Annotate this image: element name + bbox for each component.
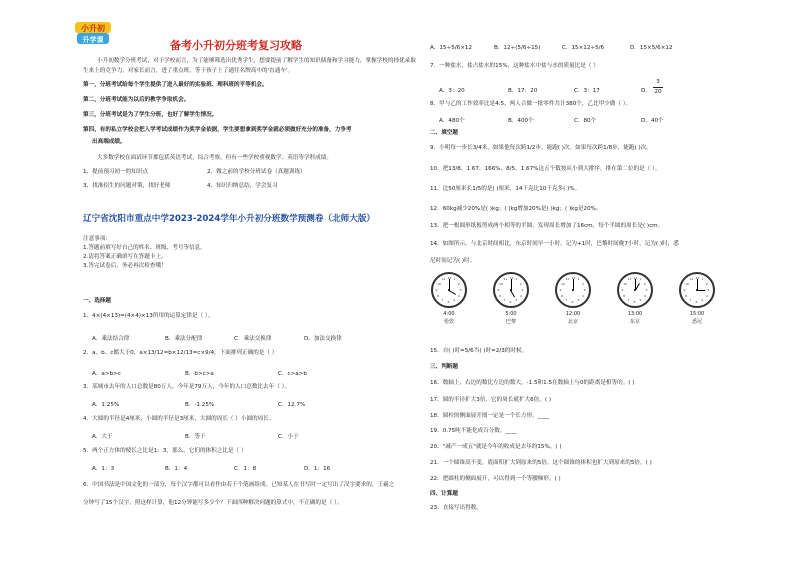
clock-numeral: 6 xyxy=(695,299,698,304)
q5-option-b: B．1：4 xyxy=(165,466,188,472)
clock-numeral: 2 xyxy=(519,281,522,286)
q7-option-c: C．3：17 xyxy=(574,88,600,94)
question-21: 21．一个圆锥高不变，底面积扩大到原来的5倍，这个圆锥的体积也扩大到原来的5倍。( ) xyxy=(430,460,652,466)
q2-option-b: B．b>c>a xyxy=(185,371,214,377)
q7-option-d-denominator: 20 xyxy=(654,89,662,95)
question-8: 8．甲与乙的工作效率比是4:5，两人合做一批零件共计380个，乙比甲少做（ ）。 xyxy=(430,101,632,107)
clock-numeral: 6 xyxy=(633,299,636,304)
guide-tip-1: 1、提前预习初一的知识点 xyxy=(83,169,149,175)
hour-hand xyxy=(697,290,705,291)
clock-numeral: 9 xyxy=(683,287,686,292)
clock-numeral: 2 xyxy=(643,281,646,286)
clock-time-label: 5:00 xyxy=(505,311,517,317)
clock-center xyxy=(572,289,574,291)
clock-numeral: 6 xyxy=(447,299,450,304)
clock-numeral: 9 xyxy=(559,287,562,292)
question-3: 3．某城市去年的人口总数是80万人，今年是79万人，今年的人口总数比去年（ ）。 xyxy=(83,384,290,390)
clock-numeral: 8 xyxy=(623,293,626,298)
question-19: 19．0.75吨不能化成百分数。____ xyxy=(430,428,517,434)
clock-伦敦 xyxy=(431,272,467,308)
clock-numeral: 8 xyxy=(685,293,688,298)
q1-option-a: A．乘法结合律 xyxy=(92,336,130,342)
clock-numeral: 1 xyxy=(639,277,642,282)
clock-center xyxy=(448,289,450,291)
clock-numeral: 10 xyxy=(437,281,441,286)
q8-option-d: D．40个 xyxy=(641,118,664,124)
clock-numeral: 1 xyxy=(701,277,704,282)
question-10: 10．把13/8、1.67、166%、8/5、1.67%这五个数按从小到大排序，排在第二位的是（ ）。 xyxy=(430,166,661,172)
guide-point-2: 第二，分班考试能为以后的教学争取机会。 xyxy=(83,97,190,103)
clock-numeral: 5 xyxy=(453,297,456,302)
question-1: 1．4×(4×13)=(4×4)×13所用的运算定律是（ ）。 xyxy=(83,313,214,319)
question-17: 17．圆的半径扩大3倍，它的周长就扩大6倍。( ) xyxy=(430,397,552,403)
q7-option-b: B．17：20 xyxy=(508,88,538,94)
q7-option-d-label: D． xyxy=(641,88,651,94)
clock-numeral: 2 xyxy=(581,281,584,286)
question-15: 15．自( )时=5/6当( )时=2/3的时候。 xyxy=(430,348,528,354)
guide-point-3: 第三，分班考试是为了学生分班，也好了解学生情况。 xyxy=(83,112,218,118)
clock-center xyxy=(510,289,512,291)
clock-numeral: 10 xyxy=(623,281,627,286)
notes-heading: 注意事项： xyxy=(83,236,111,242)
clock-numeral: 3 xyxy=(583,287,586,292)
question-13: 13．把一根圆形纸板剪成两个相等的半圆，发现周长增加了16cm，每个半圆的周长是( )cm。 xyxy=(430,223,664,229)
clock-city-label: 北京 xyxy=(567,319,578,325)
clock-numeral: 11 xyxy=(503,277,508,282)
clock-time-label: 13:00 xyxy=(627,311,643,317)
question-14a: 14．如图所示，与北京时间相比，东京时间早一小时，记为+1时，巴黎时间晚7小时，记为( )时，悉 xyxy=(430,241,679,247)
q6-option-d: D．15×5/6×12 xyxy=(630,45,673,51)
clock-numeral: 10 xyxy=(561,281,565,286)
note-2: 2.请将答案正确填写在答题卡上。 xyxy=(83,254,167,260)
q5-option-d: D．1：16 xyxy=(304,466,331,472)
clock-numeral: 11 xyxy=(627,277,632,282)
clock-numeral: 6 xyxy=(571,299,574,304)
hour-hand xyxy=(510,290,515,298)
q4-option-b: B．等于 xyxy=(185,434,206,440)
q8-option-b: B．400个 xyxy=(508,118,534,124)
q7-fraction-bar xyxy=(653,87,663,88)
section-calc: 四、计算题 xyxy=(430,491,458,497)
logo-graphic xyxy=(74,20,112,46)
q5-option-c: C．1：8 xyxy=(234,466,257,472)
note-3: 3.答完试卷后，务必再次检查哦！ xyxy=(83,263,167,269)
question-6a: 6．中国书法是中国文化的一部分，每个汉字都可以看作由若干个笔画组成。已知某人在书写时一定写出了汉字要求的，王羲之 xyxy=(83,482,395,488)
guide-point-1: 第一，分班考试给每个学生提供了进入最好的实验班、理科班的平等机会。 xyxy=(83,82,268,88)
brand-logo xyxy=(74,20,112,46)
clock-time-label: 12:00 xyxy=(565,311,581,317)
q6-option-a: A．15÷5/6×12 xyxy=(430,45,473,51)
clock-numeral: 8 xyxy=(437,293,440,298)
question-16: 16．数轴上，右边的数比左边的数大，-1.5和1.5在数轴上与0的距离是相等的。( ) xyxy=(430,380,635,386)
guide-tip-4: 4、知识归纳总结，学会复习 xyxy=(207,183,278,189)
q7-option-a: A．3：20 xyxy=(439,88,465,94)
clock-numeral: 3 xyxy=(707,287,710,292)
question-23: 23．直接写出得数。 xyxy=(430,505,482,511)
question-12: 12．60kg减少20%是( )kg；( )kg增加20%是( )kg；( )kg是20%。 xyxy=(430,206,602,212)
clock-time-label: 15:00 xyxy=(689,311,705,317)
clock-numeral: 4 xyxy=(457,293,460,298)
clock-numeral: 1 xyxy=(515,277,518,282)
section-choice: 一、选择题 xyxy=(83,298,111,304)
clock-numeral: 5 xyxy=(701,297,704,302)
clock-numeral: 8 xyxy=(499,293,502,298)
question-5: 5．两个正方体的棱长之比是1：3，那么，它们的体积之比是（ ） xyxy=(83,448,247,454)
q8-option-c: C．80个 xyxy=(574,118,597,124)
guide-point-4b: 出高端成绩。 xyxy=(92,139,126,145)
q3-option-a: A．1.25% xyxy=(92,402,120,408)
clock-numeral: 12 xyxy=(695,275,700,280)
question-7: 7．一种盐水，盐占盐水的15%，这种盐水中盐与水的质量比是（ ） xyxy=(430,63,599,69)
clock-city-label: 悉尼 xyxy=(691,319,702,325)
clock-city-label: 伦敦 xyxy=(443,319,454,325)
clock-numeral: 11 xyxy=(689,277,694,282)
question-6b: 分钟写了15个汉字，照这样计算，他12分钟能写多少个？下面四种解决问题的算式中，不正确的是（ ）。 xyxy=(83,500,343,506)
guide-point-5: 大多数学校在面试环节都包括英语考试，综合考察，但有一些学校重视数学、英语等学科成绩。 xyxy=(97,155,332,161)
svg-text:升学课: 升学课 xyxy=(82,36,104,44)
q1-option-d: D．加法交换律 xyxy=(304,336,342,342)
clock-numeral: 5 xyxy=(639,297,642,302)
clock-numeral: 7 xyxy=(689,297,692,302)
q3-option-b: B．-1.25% xyxy=(185,402,215,408)
question-22: 22．把圆柱的侧面展开，可以得到一个等腰梯形。( ) xyxy=(430,476,561,482)
guide-tip-2: 2、做之前的学校分班试卷（真题训练） xyxy=(207,169,306,175)
clock-center xyxy=(634,289,636,291)
guide-point-4a: 第四，有的私立学校会把入学考试成绩作为奖学金依据，学生要想拿到奖学金就必须做好充分的准备，力争考 xyxy=(83,127,352,133)
question-18: 18．圆柱的侧面展开图一定是一个长方形。____ xyxy=(430,413,549,419)
clock-numeral: 4 xyxy=(519,293,522,298)
guide-tip-3: 3、找准招生的问题对策，找好老师 xyxy=(83,183,171,189)
clock-巴黎 xyxy=(493,272,529,308)
clock-numeral: 12 xyxy=(571,275,576,280)
clock-numeral: 8 xyxy=(561,293,564,298)
clock-numeral: 10 xyxy=(685,281,689,286)
clock-numeral: 12 xyxy=(633,275,638,280)
clock-numeral: 4 xyxy=(643,293,646,298)
q4-option-a: A．大于 xyxy=(92,434,113,440)
clock-悉尼 xyxy=(679,272,715,308)
clock-time-label: 4:00 xyxy=(443,311,455,317)
clock-numeral: 3 xyxy=(645,287,648,292)
clock-numeral: 11 xyxy=(441,277,446,282)
note-1: 1.答题前填写好自己的姓名、班级、考号等信息。 xyxy=(83,245,206,251)
clock-numeral: 2 xyxy=(457,281,460,286)
clock-numeral: 3 xyxy=(459,287,462,292)
clock-numeral: 11 xyxy=(565,277,570,282)
clock-numeral: 9 xyxy=(497,287,500,292)
question-2: 2．a、b、c都大于0，a×13/12=b×12/13=c×9/4，下面排列正确的是（ ） xyxy=(83,350,278,356)
question-20: 20．"减产一成五"就是今年的收成是去年的15%。( ) xyxy=(430,444,562,450)
clock-numeral: 7 xyxy=(565,297,568,302)
clock-numeral: 9 xyxy=(435,287,438,292)
guide-title: 备考小升初分班考复习攻略 xyxy=(170,39,302,52)
clock-numeral: 2 xyxy=(705,281,708,286)
clock-东京 xyxy=(617,272,653,308)
q2-option-a: A．a>b>c xyxy=(92,371,121,377)
clock-numeral: 9 xyxy=(621,287,624,292)
clock-numeral: 5 xyxy=(577,297,580,302)
svg-text:小升初: 小升初 xyxy=(81,24,105,33)
q5-option-a: A．1：3 xyxy=(92,466,115,472)
section-fill: 二、填空题 xyxy=(430,130,458,136)
section-judge: 三、判断题 xyxy=(430,364,458,370)
clock-numeral: 7 xyxy=(503,297,506,302)
guide-intro-2: 生来上的竞争力。对家长而言，进了重点班，等于孩子上了通往名牌高中的'直通车'。 xyxy=(83,68,294,74)
clock-numeral: 5 xyxy=(515,297,518,302)
guide-intro-1: 小升初数学分班考试，对于学校而言，为了能够筛选出优秀学生，想要提前了解学生的知识储备和学习能力，掌握学校的择优录取 xyxy=(97,58,416,64)
clock-numeral: 1 xyxy=(577,277,580,282)
q3-option-c: C．12.7% xyxy=(278,402,306,408)
clock-numeral: 7 xyxy=(441,297,444,302)
question-4: 4．大圆的半径是4厘米，小圆的半径是3厘米，大圆的周长（ ）小圆的周长。 xyxy=(83,416,275,422)
clock-numeral: 10 xyxy=(499,281,503,286)
clock-numeral: 12 xyxy=(447,275,452,280)
clock-numeral: 1 xyxy=(453,277,456,282)
q1-option-c: C．乘法交换律 xyxy=(234,336,272,342)
question-11: 11．比50厘米长1/5的是( )厘米，14千克比10千克多( )%。 xyxy=(430,186,581,192)
clock-numeral: 12 xyxy=(509,275,514,280)
question-9: 9．小明每一步长3/4米，如果他每次跨1/2步，能跑( )次。如果每次跨1/8步，能跑( )次。 xyxy=(430,145,652,151)
clock-city-label: 东京 xyxy=(629,319,640,325)
clock-numeral: 4 xyxy=(581,293,584,298)
exam-title: 辽宁省沈阳市重点中学2023-2024学年小升初分班数学预测卷（北师大版） xyxy=(83,214,376,224)
clock-numeral: 3 xyxy=(521,287,524,292)
q2-option-c: C．c>a>b xyxy=(278,371,307,377)
q4-option-c: C．小于 xyxy=(278,434,299,440)
q7-option-d-numerator: 3 xyxy=(656,79,660,85)
question-14b: 尼时间记为( )时。 xyxy=(430,258,476,264)
clock-北京 xyxy=(555,272,591,308)
clock-city-label: 巴黎 xyxy=(505,319,516,325)
clock-numeral: 7 xyxy=(627,297,630,302)
clock-center xyxy=(696,289,698,291)
clock-numeral: 4 xyxy=(705,293,708,298)
clock-numeral: 6 xyxy=(509,299,512,304)
q6-option-b: B．12÷(5/6÷15) xyxy=(494,45,541,51)
q8-option-a: A．480个 xyxy=(439,118,465,124)
q6-option-c: C．15×12÷5/6 xyxy=(562,45,605,51)
q1-option-b: B．乘法分配律 xyxy=(165,336,203,342)
